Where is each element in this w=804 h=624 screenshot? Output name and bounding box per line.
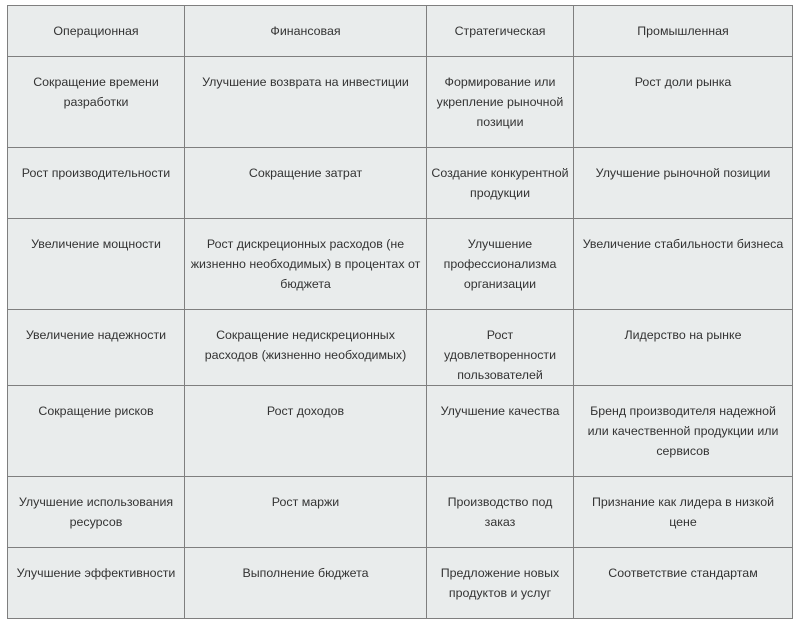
table-row <box>8 148 793 219</box>
table-row <box>8 477 793 548</box>
table-cell: Улучшение использования ресурсов <box>8 477 185 548</box>
table-cell: Создание конкурентной продукции <box>427 148 574 219</box>
table-cell: Рост дискреционных расходов (не жизненно необходимых) в процентах от бюджета <box>185 219 427 310</box>
column-header-financial: Финансовая <box>185 6 427 57</box>
table-cell: Рост производительности <box>8 148 185 219</box>
column-header-operational: Операционная <box>8 6 185 57</box>
table-cell: Формирование или укрепление рыночной позиции <box>427 57 574 148</box>
table-cell: Выполнение бюджета <box>185 548 427 619</box>
table-cell: Предложение новых продуктов и услуг <box>427 548 574 619</box>
table-cell: Рост доходов <box>185 386 427 477</box>
table-row <box>8 310 793 386</box>
table-cell: Рост доли рынка <box>574 57 793 148</box>
table-cell: Сокращение рисков <box>8 386 185 477</box>
table-cell: Улучшение возврата на инвестиции <box>185 57 427 148</box>
table-cell: Рост маржи <box>185 477 427 548</box>
table-cell: Соответствие стандартам <box>574 548 793 619</box>
table-cell: Улучшение эффективности <box>8 548 185 619</box>
table-cell: Улучшение профессионализма организации <box>427 219 574 310</box>
table-row <box>8 548 793 619</box>
table-row <box>8 219 793 310</box>
table-row <box>8 57 793 148</box>
table-cell: Увеличение мощности <box>8 219 185 310</box>
metrics-table-container <box>7 5 792 619</box>
table-cell: Признание как лидера в низкой цене <box>574 477 793 548</box>
table-row <box>8 386 793 477</box>
table-cell: Рост удовлетворенности пользователей <box>427 310 574 386</box>
table-cell: Улучшение рыночной позиции <box>574 148 793 219</box>
column-header-industrial: Промышленная <box>574 6 793 57</box>
table-cell: Лидерство на рынке <box>574 310 793 386</box>
table-cell: Бренд производителя надежной или качественной продукции или сервисов <box>574 386 793 477</box>
table-cell: Сокращение времени разработки <box>8 57 185 148</box>
table-cell: Улучшение качества <box>427 386 574 477</box>
table-cell: Производство под заказ <box>427 477 574 548</box>
metrics-table <box>7 5 793 619</box>
table-cell: Сокращение затрат <box>185 148 427 219</box>
column-header-strategic: Стратегическая <box>427 6 574 57</box>
table-cell: Сокращение недискреционных расходов (жизненно необходимых) <box>185 310 427 386</box>
table-cell: Увеличение стабильности бизнеса <box>574 219 793 310</box>
table-cell: Увеличение надежности <box>8 310 185 386</box>
table-header-row <box>8 6 793 57</box>
